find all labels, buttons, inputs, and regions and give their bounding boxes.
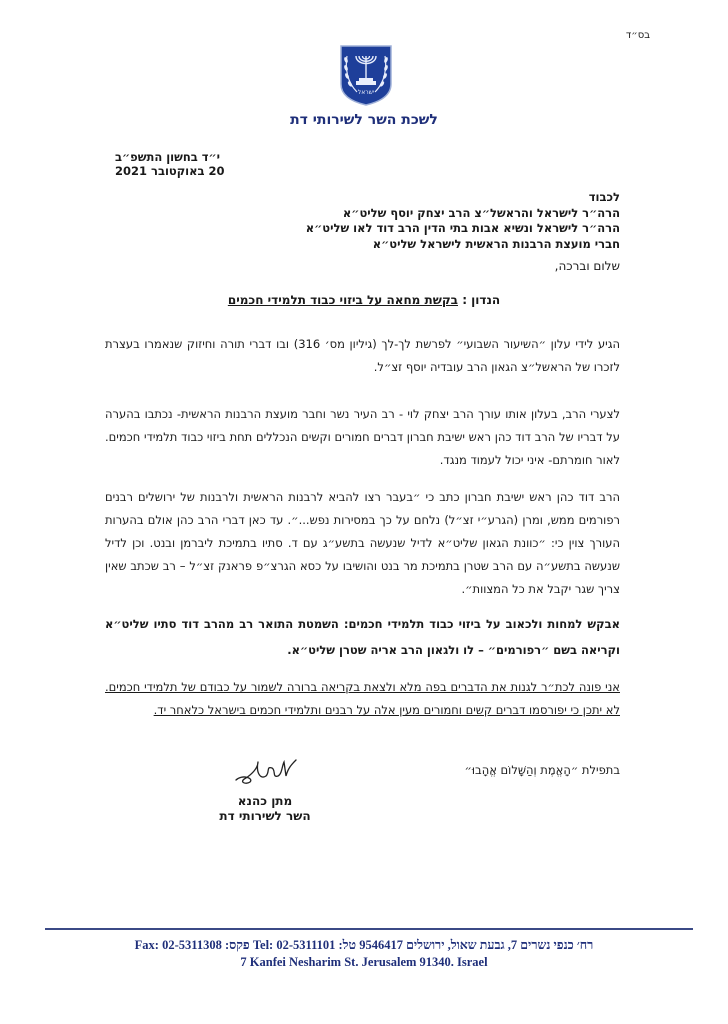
body-paragraph: לצערי הרב, בעלון אותו עורך הרב יצחק לוי - רב העיר נשר וחבר מועצת הרבנות הראשית- נכתבו בהערה על דבריו של הרב דוד כהן ראש ישיבת חברון דברים חמורים וקשים הנכללים תחת ביזוי כבוד תלמידי חכמים. לאור חומרתם- איני יכול לעמוד מנגד. xyxy=(105,407,620,467)
signer-name: מתן כהנא xyxy=(237,794,293,808)
body-paragraph-appeal: אני פונה לכת״ר לגנות את הדברים בפה מלא ולצאת בקריאה ברורה לשמור על כבודם של תלמידי חכמים. לא יתכן כי יפורסמו דברים קשים וחמורים מעין אלה על רבנים ותלמידי חכמים בישראל כלאחר יד. xyxy=(105,680,620,717)
subject-label: הנדון : xyxy=(462,293,501,307)
office-title: לשכת השר לשירותי דת xyxy=(290,112,438,128)
svg-text:ישראל: ישראל xyxy=(357,89,375,96)
subject-line xyxy=(0,293,728,307)
state-emblem-icon xyxy=(339,44,393,106)
date-block xyxy=(115,150,225,178)
footer-divider xyxy=(45,928,693,930)
gregorian-date: 20 באוקטובר 2021 xyxy=(115,164,225,178)
signature-icon xyxy=(232,758,302,786)
footer-hebrew-address: רח׳ כנפי נשרים 7, גבעת שאול, ירושלים 9546417 טל: Tel: 02-5311101 פקס: Fax: 02-5311308 xyxy=(134,938,594,952)
footer-english-address: 7 Kanfei Nesharim St. Jerusalem 91340. Israel xyxy=(240,955,488,969)
subject-text: בקשת מחאה על ביזוי כבוד תלמידי חכמים xyxy=(227,293,458,307)
salutation: לכבוד xyxy=(588,190,620,204)
body-paragraph: הרב דוד כהן ראש ישיבת חברון כתב כי ״בעבר רצו להביא לרבנות הראשית ולרבנות של ירושלים רבנים רפורמים ממש, ומרן (הגרע״י זצ״ל) נלחם על כך במסירות נפש...״. עד כאן דברי הרב כהן אולם בהערות העורך צוין כי: ״כוונת הגאון שליט״א לדיל שנעשה בתשע״ג עם ד. סתיו בתמיכת ליברמן ובנט. וכן לדיל שנעשה בתשע״ה עם הרב שטרן בתמיכת מר בנט והושיבו על כסא הגרצ״פ פראנק זצ״ל – רב שכתב שאין צריך שגר יקבל את כל המצוות״. xyxy=(105,490,620,596)
recipient-line: הרה״ר לישראל ונשיא אבות בתי הדין הרב דוד לאו שליט״א xyxy=(305,221,620,235)
signer-block xyxy=(200,794,330,824)
recipients-block xyxy=(120,190,620,252)
body-paragraph: הגיע לידי עלון ״השיעור השבועי״ לפרשת לך-לך (גיליון מס׳ 316) ובו דברי תורה וחיזוק שנאמרו בעצרת לזכרו של הראשל״צ הגאון הרב עובדיה יוסף זצ״ל. xyxy=(105,337,620,374)
recipient-line: חברי מועצת הרבנות הראשית לישראל שליט״א xyxy=(372,236,620,251)
recipient-line: הרה״ר לישראל והראשל״צ הרב יצחק יוסף שליט״א xyxy=(342,205,620,220)
footer-address xyxy=(0,937,728,971)
hebrew-date: י״ד בחשון התשפ״ב xyxy=(115,150,221,164)
greeting: שלום וברכה, xyxy=(554,259,620,273)
corner-mark-bsd: בס״ד xyxy=(625,30,650,41)
closing-blessing: בתפילת ״הָאֱמֶת וְהַשָּׁלוֹם אֱהָבוּ״ xyxy=(464,763,620,777)
body-paragraph-request: אבקש למחות ולכאוב על ביזוי כבוד תלמידי חכמים: השמטת התואר רב מהרב דוד סתיו שליט״א וקריאה בשם ״רפורמים״ – לו ולגאון הרב אריה שטרן שליט״א. xyxy=(105,617,620,657)
signer-title: השר לשירותי דת xyxy=(219,809,311,823)
